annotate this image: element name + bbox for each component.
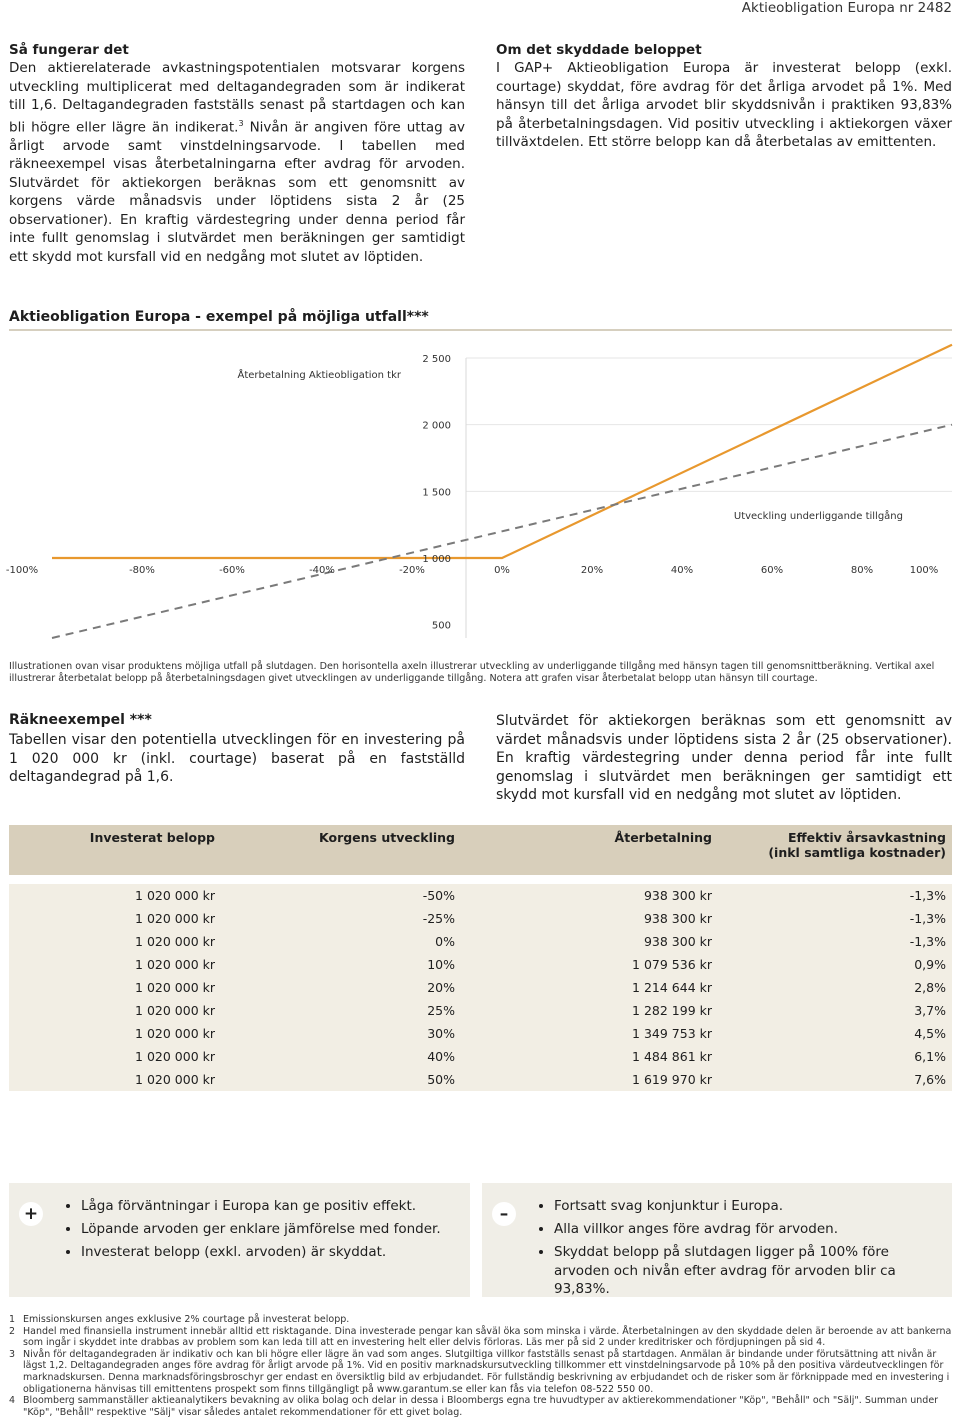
cell-repayment: 1 619 970 kr <box>461 1068 718 1091</box>
footnote-1 <box>9 1314 952 1326</box>
cons-box <box>482 1183 952 1297</box>
y-tick-label: 1 000 <box>422 554 451 565</box>
header-repayment: Återbetalning <box>461 825 718 875</box>
x-tick-label: 40% <box>670 565 694 576</box>
footnotes <box>9 1314 952 1418</box>
intro-paragraph <box>9 59 465 266</box>
product-series-line <box>52 345 952 558</box>
cell-invested: 1 020 000 kr <box>9 999 221 1022</box>
header-annual-return-line1: Effektiv årsavkastning <box>787 830 946 845</box>
footnote-text: Bloomberg sammanställer aktieanalytikers bevakning av olika bolag och delar in dessa i Bloombergs egna tre huvudtyper av aktierekommendationer "Köp", "Behåll" och "Sälj". Summan under "Köp", "Behåll" respektive "Sälj" visar således antalet rekommendationer för ett givet bolag. <box>23 1395 939 1418</box>
cell-repayment: 1 079 536 kr <box>461 953 718 976</box>
cell-basket: 0% <box>221 930 461 953</box>
header-basket: Korgens utveckling <box>221 825 461 875</box>
header-invested: Investerat belopp <box>9 825 221 875</box>
list-item: • Alla villkor anges före avdrag för arvoden. <box>554 1220 939 1238</box>
cell-basket: -50% <box>221 884 461 907</box>
cell-annual-return: -1,3% <box>718 907 952 930</box>
cell-basket: 20% <box>221 976 461 999</box>
table-row <box>9 907 952 930</box>
list-item: • Löpande arvoden ger enklare jämförelse med fonder. <box>81 1220 441 1238</box>
cell-basket: 50% <box>221 1068 461 1091</box>
cell-annual-return: 4,5% <box>718 1022 952 1045</box>
x-tick-label: 60% <box>760 565 784 576</box>
underlying-series-line <box>52 425 952 638</box>
y-tick-label: 500 <box>431 620 451 632</box>
table-row <box>9 976 952 999</box>
cell-annual-return: 7,6% <box>718 1068 952 1091</box>
cell-repayment: 1 282 199 kr <box>461 999 718 1022</box>
cell-annual-return: -1,3% <box>718 930 952 953</box>
y-tick-label: 1 500 <box>422 487 451 499</box>
intro-left-column <box>9 41 465 266</box>
footnote-ref: 3 <box>238 118 244 128</box>
footnote-2 <box>9 1326 952 1349</box>
table-row <box>9 1022 952 1045</box>
x-tick-label: -60% <box>219 565 245 576</box>
table-row <box>9 1068 952 1091</box>
table-row <box>9 953 952 976</box>
intro-heading: Så fungerar det <box>9 42 129 58</box>
cons-list <box>536 1197 939 1298</box>
table-row <box>9 930 952 953</box>
footnote-number: 2 <box>9 1325 16 1337</box>
example-heading: Räkneexempel *** <box>9 712 152 728</box>
x-tick-label: -80% <box>129 565 155 576</box>
cell-repayment: 938 300 kr <box>461 907 718 930</box>
footnote-3 <box>9 1349 952 1395</box>
pros-list <box>63 1197 441 1267</box>
cell-basket: 40% <box>221 1045 461 1068</box>
footnote-number: 1 <box>9 1314 16 1325</box>
protection-paragraph: I GAP+ Aktieobligation Europa är investerat belopp (exkl. courtage) skyddat, före avdrag för det årliga arvodet på 1%. Med hänsyn till det årliga arvodet blir skyddsnivån i praktiken 93,83% på återbetalningsdagen. Vid positiv utveckling i aktiekorgen växer tillväxtdelen. Ett större belopp kan då återbetalas av emittenten. <box>496 60 952 150</box>
cell-basket: 10% <box>221 953 461 976</box>
x-tick-label: -40% <box>309 565 335 576</box>
example-text: Tabellen visar den potentiella utvecklingen för en investering på 1 020 000 kr (inkl. courtage) baserat på en fastställd deltagandegrad på 1,6. <box>9 732 465 785</box>
example-table <box>9 825 952 1091</box>
cell-invested: 1 020 000 kr <box>9 884 221 907</box>
cell-invested: 1 020 000 kr <box>9 907 221 930</box>
section-divider <box>9 329 952 331</box>
list-item: • Fortsatt svag konjunktur i Europa. <box>554 1197 939 1215</box>
y-tick-label: 2 000 <box>422 420 451 432</box>
cell-repayment: 938 300 kr <box>461 930 718 953</box>
cell-invested: 1 020 000 kr <box>9 930 221 953</box>
protection-heading: Om det skyddade beloppet <box>496 42 702 58</box>
cell-annual-return: 2,8% <box>718 976 952 999</box>
footnote-number: 4 <box>9 1395 16 1407</box>
cell-invested: 1 020 000 kr <box>9 1045 221 1068</box>
plus-icon: + <box>19 1202 43 1226</box>
chart-section-title: Aktieobligation Europa - exempel på möjliga utfall*** <box>9 309 429 325</box>
header-annual-return-line2: (inkl samtliga kostnader) <box>768 845 946 860</box>
cell-basket: 30% <box>221 1022 461 1045</box>
cell-annual-return: 6,1% <box>718 1045 952 1068</box>
footnote-text: Emissionskursen anges exklusive 2% courtage på investerat belopp. <box>23 1314 350 1325</box>
cell-annual-return: 0,9% <box>718 953 952 976</box>
x-tick-label: 20% <box>580 565 604 576</box>
list-item: • Skyddat belopp på slutdagen ligger på 100% före arvoden och nivån efter avdrag för arvoden blir ca 93,83%. <box>554 1243 939 1298</box>
table-header-row <box>9 825 952 875</box>
x-tick-label: -20% <box>399 565 425 576</box>
cell-basket: -25% <box>221 907 461 930</box>
minus-icon: – <box>492 1202 516 1226</box>
footnote-4 <box>9 1395 952 1418</box>
list-item: • Låga förväntningar i Europa kan ge positiv effekt. <box>81 1197 441 1215</box>
chart-caption: Illustrationen ovan visar produktens möjliga utfall på slutdagen. Den horisontella axeln illustrerar utveckling av underliggande tillgång med hänsyn tagen till genomsnittberäkning. Vertikal axel illustrerar återbetalat belopp på återbetalningsdagen givet utvecklingen av underliggande tillgång. Notera att grafen visar återbetalat belopp utan hänsyn till courtage. <box>9 661 935 684</box>
intro-right-column <box>496 41 952 152</box>
list-item: • Investerat belopp (exkl. arvoden) är skyddat. <box>81 1243 441 1261</box>
cell-repayment: 1 484 861 kr <box>461 1045 718 1068</box>
cell-repayment: 938 300 kr <box>461 884 718 907</box>
y-axis-title: Återbetalning Aktieobligation tkr <box>237 370 401 381</box>
cell-invested: 1 020 000 kr <box>9 1022 221 1045</box>
table-row <box>9 999 952 1022</box>
footnote-text: Handel med finansiella instrument innebär alltid ett risktagande. Dina investerade pengar kan såväl öka som minska i värde. Återbetalningen av den skyddade delen är beroende av att bankerna som ingår i skyddet inte drabbas av problem som kan leda till att en investering helt eller delvis förloras. Läs mer på sid 2 under kreditrisker och fördjupningen på sid 4. <box>23 1325 952 1349</box>
cell-annual-return: -1,3% <box>718 884 952 907</box>
table-row <box>9 884 952 907</box>
footnote-number: 3 <box>9 1348 16 1360</box>
x-tick-label: 80% <box>850 565 874 576</box>
table-row <box>9 1045 952 1068</box>
cell-basket: 25% <box>221 999 461 1022</box>
cell-repayment: 1 349 753 kr <box>461 1022 718 1045</box>
cell-invested: 1 020 000 kr <box>9 1068 221 1091</box>
x-axis-title: Utveckling underliggande tillgång <box>733 511 903 522</box>
x-tick-label: 0% <box>494 565 510 576</box>
table-spacer <box>9 875 952 884</box>
x-tick-label: -100% <box>5 565 39 576</box>
x-tick-label: 100% <box>909 565 939 576</box>
cell-invested: 1 020 000 kr <box>9 976 221 999</box>
intro-text-b: Nivån är angiven före uttag av årligt arvode samt vinstdelningsarvode. I tabellen med räkneexempel visas återbetalningarna efter avdrag för arvoden. Slutvärdet för aktiekorgen beräknas som ett genomsnitt av korgens värde månadsvis under löptidens sista 2 år (25 observationer). En kraftig värdestegring under denna period får inte fullt genomslag i slutvärdet men beräkningen ger samtidigt ett skydd mot kursfall vid en nedgång mot slutet av löptiden. <box>9 119 465 265</box>
cell-repayment: 1 214 644 kr <box>461 976 718 999</box>
payoff-chart <box>0 338 960 644</box>
cell-invested: 1 020 000 kr <box>9 953 221 976</box>
example-right-text: Slutvärdet för aktiekorgen beräknas som ett genomsnitt av värdet månadsvis under löptidens sista 2 år (25 observationer). En kraftig värdestegring under denna period får inte fullt genomslag i slutvärdet men beräkningen ger samtidigt ett skydd mot kursfall vid en nedgång mot slutet av löptiden. <box>496 713 952 803</box>
y-tick-label: 2 500 <box>422 354 451 365</box>
header-annual-return <box>718 825 952 875</box>
intro-text-a: Den aktierelaterade avkastningspotentialen motsvarar korgens utveckling multiplicerat med deltagandegraden som är indikerat till 1,6. Deltagandegraden fastställs senast på startdagen och kan bli högre eller lägre än indikerat. <box>9 60 465 135</box>
cell-annual-return: 3,7% <box>718 999 952 1022</box>
pros-box <box>9 1183 470 1297</box>
footnote-text: Nivån för deltagandegraden är indikativ och kan bli högre eller lägre än vad som anges. Slutgiltiga villkor fastställs senast på startdagen. Anmälan är bindande under förutsättning att nivån är lägst 1,2. Deltagandegraden anges före avdrag för årligt arvode på 1%. Vid en positiv marknadskursutveckling tillkommer ett vinstdelningsarvode på 10% på den positiva värdeutvecklingen för marknadskursen. Denna marknadsföringsbroschyr ger endast en översiktlig bild av erbjudandet. För fullständig beskrivning av erbjudandet och de risker som är förknippade med en investering i obligationerna hänvisas till emittentens prospekt som finns tillgängligt på www.garantum.se eller kan fås via telefon 08-522 550 00. <box>23 1348 950 1395</box>
document-title: Aktieobligation Europa nr 2482 <box>741 0 952 16</box>
